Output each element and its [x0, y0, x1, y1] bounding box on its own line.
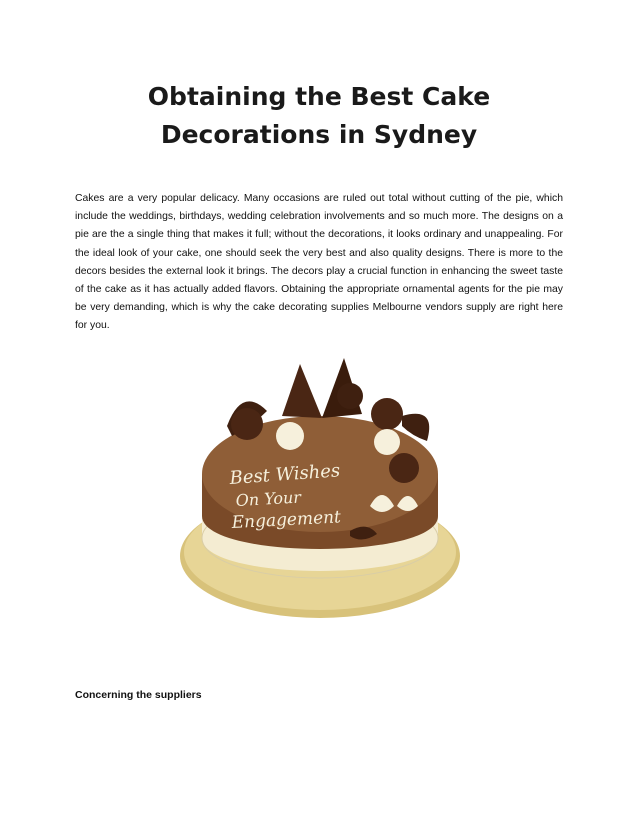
white-rose-2: [374, 429, 400, 455]
white-rose-1: [276, 422, 304, 450]
chocolate-rose-3: [337, 383, 363, 409]
inscription-line-3: Engagement: [231, 507, 342, 533]
cake-illustration: [172, 356, 468, 626]
chocolate-rose-1: [231, 408, 263, 440]
page-title: Obtaining the Best Cake Decorations in Sydney: [147, 82, 491, 149]
section-heading-suppliers: Concerning the suppliers: [75, 689, 202, 701]
inscription-line-1: Best Wishes: [228, 460, 341, 489]
chocolate-rose-4: [389, 453, 419, 483]
intro-paragraph: Cakes are a very popular delicacy. Many occasions are ruled out total without cutting of the pie, which include the weddings, birthdays, wedding celebration involvements and so much more. The designs on a pie are the a single thing that makes it full; without the decorations, it looks ordinary and unappealing. For the ideal look of your cake, one should seek the very best and also quality designs. There is more to the decors besides the external look it brings. The decors play a crucial function in enhancing the sweet taste of the cake as it has actually added flavors. Obtaining the appropriate ornamental agents for the pie may be very demanding, which is why the cake decorating supplies Melbourne vendors supply are right here for you.: [75, 193, 563, 332]
chocolate-fan: [282, 364, 322, 418]
inscription-line-2: On Your: [235, 487, 302, 510]
cake-photo: [172, 356, 468, 626]
chocolate-rose-2: [371, 398, 403, 430]
